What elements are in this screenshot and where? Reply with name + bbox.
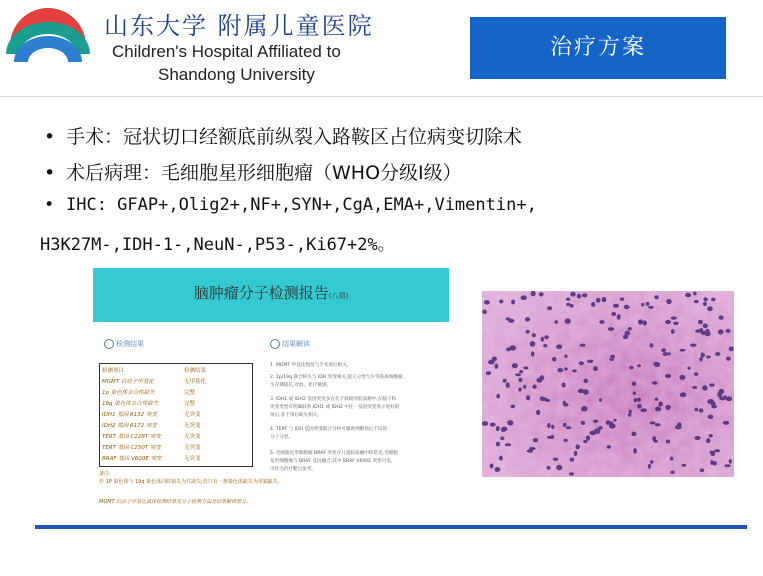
cell-nucleus	[658, 401, 662, 406]
cell-nucleus	[566, 298, 570, 301]
cell-nucleus	[496, 394, 500, 399]
cell-nucleus	[654, 398, 658, 401]
cell-nucleus	[640, 408, 647, 412]
cell-nucleus	[628, 327, 632, 331]
cell-nucleus	[486, 371, 491, 375]
table-row-result: 完整	[184, 390, 196, 396]
cell-nucleus	[714, 449, 720, 452]
cell-nucleus	[625, 331, 630, 336]
cell-nucleus	[530, 341, 536, 347]
table-row-result: 完整	[184, 401, 196, 407]
cell-nucleus	[582, 293, 587, 297]
cell-nucleus	[581, 421, 586, 425]
bullet-marker: •	[44, 126, 56, 148]
cell-nucleus	[653, 362, 658, 365]
cell-nucleus	[629, 410, 632, 414]
cell-nucleus	[552, 357, 556, 362]
cell-nucleus	[711, 298, 716, 302]
cell-nucleus	[562, 382, 566, 387]
hospital-english-name-line2: Shandong University	[158, 65, 315, 84]
cell-nucleus	[607, 445, 611, 449]
cell-nucleus	[652, 381, 658, 385]
cell-nucleus	[703, 302, 707, 306]
cell-nucleus	[700, 468, 704, 472]
cell-nucleus	[506, 383, 510, 388]
cell-nucleus	[593, 366, 598, 371]
cell-nucleus	[484, 300, 490, 304]
cell-nucleus	[724, 464, 731, 467]
table-row-result: 无甲基化	[184, 379, 207, 385]
report-title-text: 脑肿瘤分子检测报告	[193, 284, 329, 302]
cell-nucleus	[729, 347, 734, 352]
cell-nucleus	[679, 375, 685, 380]
cell-nucleus	[646, 302, 650, 306]
cell-nucleus	[628, 413, 632, 417]
interpretation-line: 2. 1p/19q 联合缺失与 IDH 突变相关,提示分型与少突胶质细胞瘤,	[270, 375, 405, 380]
cell-nucleus	[613, 419, 616, 422]
cell-nucleus	[649, 343, 653, 348]
cell-nucleus	[655, 407, 661, 412]
cell-nucleus	[673, 322, 679, 325]
cell-nucleus	[602, 297, 607, 302]
cell-nucleus	[523, 385, 526, 389]
interpretation-line: 3. IDH1 或 IDH2 基因突变多存在于低级别胶质瘤中,在脑干和	[270, 397, 397, 402]
interpretation-line: 星形细胞瘤与 BRAF 基因融合,其中 BRAF V600E 突变可见,	[270, 459, 393, 464]
interpretation-line: 分子分型。	[270, 435, 293, 440]
results-section-title: 检测结果	[116, 340, 144, 348]
interpretation-line: 生存期较长,对放、化疗敏感。	[270, 383, 332, 388]
cell-nucleus	[556, 344, 562, 349]
bullet-marker: •	[44, 162, 56, 184]
header-divider	[0, 96, 763, 97]
table-row-item: TERT 基因 C250T 突变	[102, 445, 161, 451]
cell-nucleus	[677, 422, 681, 427]
cell-nucleus	[577, 294, 581, 299]
cell-nucleus	[637, 364, 641, 367]
cell-nucleus	[709, 451, 715, 455]
school-name: 山东大学	[104, 12, 208, 40]
cell-nucleus	[665, 320, 671, 324]
cell-nucleus	[574, 451, 578, 456]
cell-nucleus	[698, 320, 703, 325]
cell-nucleus	[620, 297, 624, 300]
cell-nucleus	[648, 306, 654, 309]
table-row-result: 无突变	[184, 423, 201, 429]
cell-nucleus	[499, 300, 503, 304]
cell-nucleus	[670, 457, 674, 461]
cell-nucleus	[564, 367, 568, 370]
cell-nucleus	[545, 399, 550, 402]
cell-nucleus	[637, 404, 642, 409]
cell-nucleus	[680, 392, 687, 397]
cell-nucleus	[572, 369, 577, 372]
cell-nucleus	[587, 360, 594, 363]
cell-nucleus	[529, 447, 536, 450]
cell-nucleus	[707, 399, 714, 404]
cell-nucleus	[715, 352, 720, 356]
cell-nucleus	[653, 440, 658, 443]
cell-nucleus	[523, 367, 529, 370]
cell-nucleus	[670, 470, 675, 474]
table-row-item: MGMT 启动子甲基化	[102, 379, 154, 385]
cell-nucleus	[666, 440, 671, 444]
cell-nucleus	[583, 440, 587, 443]
slide-bottom-bar	[35, 525, 747, 529]
cell-nucleus	[496, 426, 500, 431]
cell-nucleus	[563, 403, 569, 407]
cell-nucleus	[536, 378, 542, 383]
cell-nucleus	[692, 386, 697, 389]
cell-nucleus	[633, 392, 637, 395]
cell-nucleus	[671, 329, 675, 334]
bullet-text: 手术：冠状切口经额底前纵裂入路鞍区占位病变切除术	[66, 126, 523, 148]
cell-nucleus	[518, 388, 522, 392]
cell-nucleus	[637, 398, 641, 402]
cell-nucleus	[710, 460, 713, 465]
cell-nucleus	[547, 423, 550, 428]
cell-nucleus	[711, 405, 717, 409]
cell-nucleus	[507, 420, 513, 425]
cell-nucleus	[570, 292, 575, 297]
cell-nucleus	[655, 423, 661, 426]
bullet-ihc	[44, 195, 537, 215]
cell-nucleus	[547, 306, 552, 310]
cell-nucleus	[693, 292, 697, 296]
cell-nucleus	[551, 425, 554, 429]
bullet-ihc-continuation: H3K27M-,IDH-1-,NeuN-,P53-,Ki67+2%。	[40, 235, 395, 255]
cell-nucleus	[680, 349, 686, 352]
cell-nucleus	[634, 398, 637, 402]
cell-nucleus	[506, 348, 511, 352]
cell-nucleus	[609, 423, 616, 428]
cell-nucleus	[510, 405, 515, 409]
cell-nucleus	[515, 373, 521, 376]
cell-nucleus	[706, 438, 710, 443]
bullet-text: IHC: GFAP+,Olig2+,NF+,SYN+,CgA,EMA+,Vimentin+,	[66, 195, 537, 215]
cell-nucleus	[531, 351, 535, 356]
cell-nucleus	[609, 358, 614, 361]
cell-nucleus	[505, 443, 512, 446]
cell-nucleus	[719, 389, 724, 394]
cell-nucleus	[687, 367, 690, 370]
interpretation-line: 可作为治疗靶点参考。	[270, 467, 316, 472]
histology-image	[482, 291, 734, 477]
cell-nucleus	[666, 405, 671, 410]
report-title	[93, 282, 449, 303]
cell-nucleus	[718, 329, 724, 334]
cell-nucleus	[518, 378, 522, 382]
cell-nucleus	[709, 383, 715, 386]
table-row-item: IDH2 基因 R172 突变	[102, 423, 158, 429]
cell-nucleus	[700, 328, 704, 331]
cell-nucleus	[726, 357, 731, 361]
cell-nucleus	[512, 363, 518, 368]
cell-nucleus	[495, 364, 499, 369]
bullet-pathology	[44, 158, 462, 185]
cell-nucleus	[500, 437, 504, 441]
cell-nucleus	[482, 421, 488, 426]
cell-nucleus	[701, 352, 705, 357]
table-row-result: 无突变	[184, 412, 201, 418]
cell-nucleus	[490, 423, 496, 427]
table-row-result: 无突变	[184, 445, 201, 451]
cell-nucleus	[566, 426, 572, 429]
cell-nucleus	[569, 472, 574, 475]
table-row-item: 1p 染色体杂合性缺失	[102, 390, 155, 396]
cell-nucleus	[617, 314, 621, 320]
cell-nucleus	[543, 344, 547, 347]
cell-nucleus	[694, 300, 699, 303]
cell-nucleus	[723, 395, 727, 399]
cell-nucleus	[488, 360, 495, 365]
cell-nucleus	[526, 330, 530, 334]
cell-nucleus	[719, 315, 724, 319]
table-row-item: TERT 基因 C228T 突变	[102, 434, 161, 440]
cell-nucleus	[579, 361, 584, 365]
cell-nucleus	[503, 379, 507, 383]
cell-nucleus	[667, 352, 670, 355]
cell-nucleus	[705, 329, 710, 334]
hospital-chinese-name	[104, 6, 374, 41]
cell-nucleus	[654, 295, 659, 299]
cell-nucleus	[531, 291, 536, 296]
cell-nucleus	[723, 421, 730, 425]
cell-nucleus	[699, 408, 704, 412]
interpretation-section-icon	[270, 339, 280, 349]
cell-nucleus	[661, 348, 666, 352]
cell-nucleus	[519, 370, 523, 373]
cell-nucleus	[540, 396, 544, 401]
report-note-line1: 若 1P 染色体与 19q 染色体同时缺失为共缺失;若只有一条染色体缺失为单独缺失。	[99, 479, 283, 485]
hospital-english-name-line1: Children's Hospital Affiliated to	[112, 42, 341, 61]
table-row-result: 无突变	[184, 434, 201, 440]
report-note-line2: MGMT 启动子甲基化具体检测结果见分子检测方法及结果解读部分。	[99, 499, 252, 505]
cell-nucleus	[694, 436, 700, 440]
hospital-name: 附属儿童医院	[217, 12, 374, 40]
cell-nucleus	[707, 306, 713, 311]
cell-nucleus	[682, 464, 687, 467]
cell-nucleus	[633, 448, 637, 454]
interpretation-line: 预后,多于预后缺失相关。	[270, 413, 322, 418]
cell-nucleus	[632, 382, 637, 386]
cell-nucleus	[638, 319, 643, 324]
cell-nucleus	[553, 458, 559, 461]
cell-nucleus	[511, 300, 515, 305]
cell-nucleus	[495, 467, 501, 472]
cell-nucleus	[608, 327, 614, 331]
cell-nucleus	[490, 464, 494, 469]
cell-nucleus	[544, 335, 548, 339]
report-note-label: 备注:	[99, 471, 111, 477]
cell-nucleus	[501, 427, 506, 432]
cell-nucleus	[579, 344, 585, 347]
table-row-item: BRAF 基因 V600E 突变	[102, 456, 162, 462]
cell-nucleus	[648, 464, 651, 469]
cell-nucleus	[650, 460, 653, 464]
cell-nucleus	[641, 303, 644, 306]
cell-nucleus	[629, 366, 633, 370]
cell-nucleus	[671, 317, 677, 320]
cell-nucleus	[591, 302, 595, 307]
cell-nucleus	[699, 357, 702, 361]
bullet-text: 术后病理：毛细胞星形细胞瘤（WHO分级Ⅰ级）	[66, 162, 462, 184]
interpretation-line: 突变类型有明确联系,IDH1 或 IDH2 中任一基因突变预示更好的	[270, 405, 400, 410]
cell-nucleus	[536, 410, 540, 415]
cell-nucleus	[706, 355, 711, 358]
cell-nucleus	[643, 320, 647, 325]
cell-nucleus	[532, 333, 536, 337]
cell-nucleus	[557, 368, 563, 372]
cell-nucleus	[593, 420, 598, 423]
cell-nucleus	[532, 385, 536, 389]
cell-nucleus	[599, 398, 602, 401]
cell-nucleus	[586, 435, 590, 440]
cell-nucleus	[708, 415, 714, 419]
cell-nucleus	[624, 305, 630, 309]
cell-nucleus	[525, 317, 530, 322]
report-title-suffix: (八项)	[328, 292, 349, 300]
cell-nucleus	[690, 344, 697, 347]
cell-nucleus	[551, 435, 554, 439]
cell-nucleus	[533, 438, 538, 442]
bullet-surgery	[44, 122, 522, 149]
cell-nucleus	[596, 298, 601, 303]
cell-nucleus	[611, 312, 616, 316]
cell-nucleus	[665, 374, 671, 378]
cell-nucleus	[663, 352, 669, 356]
cell-nucleus	[650, 421, 656, 424]
slide-title: 治疗方案	[549, 35, 646, 60]
cell-nucleus	[541, 337, 544, 342]
cell-nucleus	[694, 372, 698, 375]
table-header-result: 检测结果	[184, 368, 207, 374]
cell-nucleus	[709, 434, 713, 437]
table-row-item: 19q 染色体杂合性缺失	[102, 401, 159, 407]
cell-nucleus	[694, 408, 698, 412]
cell-nucleus	[729, 459, 732, 464]
cell-nucleus	[613, 304, 619, 308]
cell-nucleus	[539, 292, 544, 296]
results-section-icon	[104, 339, 114, 349]
cell-nucleus	[576, 444, 580, 449]
table-row-result: 无突变	[184, 456, 201, 462]
cell-nucleus	[570, 458, 575, 462]
cell-nucleus	[581, 406, 587, 412]
cell-nucleus	[482, 310, 487, 315]
hospital-logo-icon	[2, 2, 94, 88]
table-row-item: IDH1 基因 R132 突变	[102, 412, 158, 418]
interpretation-section-title: 结果解读	[282, 340, 310, 348]
cell-nucleus	[556, 465, 562, 470]
cell-nucleus	[499, 456, 503, 461]
cell-nucleus	[563, 423, 567, 427]
bullet-marker: •	[44, 195, 55, 215]
cell-nucleus	[564, 439, 568, 442]
interpretation-line: 4. TERT 与 IDH 基因突变联合分析可辅助判断预后不同的	[270, 427, 388, 432]
cell-nucleus	[566, 303, 570, 306]
cell-nucleus	[631, 432, 636, 437]
cell-nucleus	[564, 355, 567, 359]
cell-nucleus	[589, 431, 596, 436]
table-header-item: 检测项目	[102, 368, 125, 374]
cell-nucleus	[526, 395, 530, 400]
interpretation-line: 1. MGMT 甲基化程度与手术预后相关。	[270, 363, 352, 368]
cell-nucleus	[496, 442, 500, 447]
cell-nucleus	[547, 466, 551, 470]
cell-nucleus	[521, 295, 527, 300]
cell-nucleus	[666, 299, 671, 304]
cell-nucleus	[555, 320, 559, 323]
cell-nucleus	[508, 319, 514, 323]
cell-nucleus	[599, 320, 604, 324]
cell-nucleus	[685, 293, 691, 297]
cell-nucleus	[726, 329, 731, 333]
cell-nucleus	[565, 318, 571, 324]
cell-nucleus	[702, 385, 707, 390]
cell-nucleus	[703, 297, 707, 301]
cell-nucleus	[703, 323, 708, 328]
cell-nucleus	[610, 355, 615, 358]
cell-nucleus	[584, 379, 588, 384]
interpretation-line: 5. 毛细胞星形细胞瘤 BRAF 突变在儿童胶质瘤中较常见,毛细胞	[270, 451, 398, 456]
cell-nucleus	[583, 389, 589, 394]
